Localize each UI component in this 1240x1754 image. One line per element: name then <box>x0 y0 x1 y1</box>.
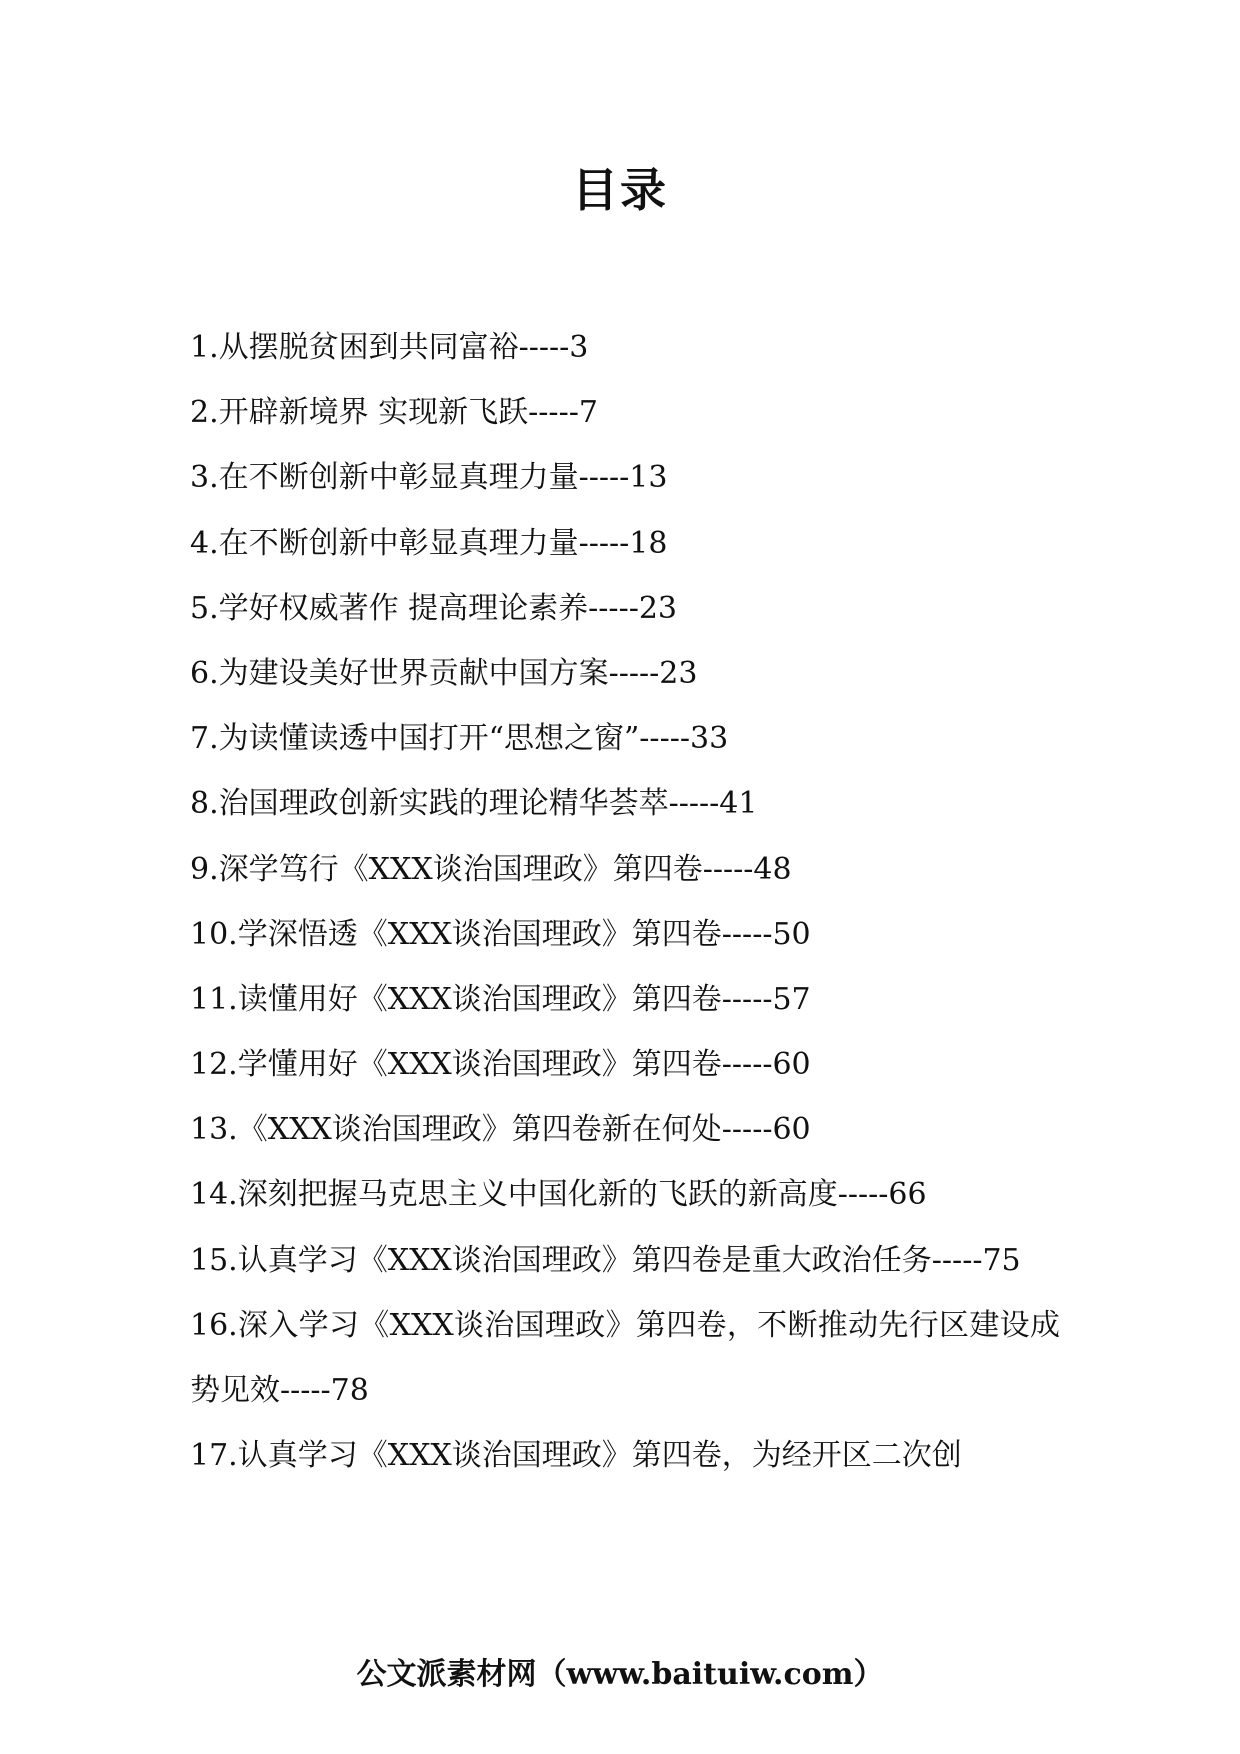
toc-entry-15[interactable]: 15.认真学习《XXX谈治国理政》第四卷是重大政治任务-----75 <box>190 1242 1021 1278</box>
toc-entry-7[interactable]: 7.为读懂读透中国打开“思想之窗”-----33 <box>190 721 729 757</box>
toc-entry-14[interactable]: 14.深刻把握马克思主义中国化新的飞跃的新高度-----66 <box>190 1177 927 1213</box>
footer-watermark: 公文派素材网（www.baituiw.com） <box>356 1657 884 1692</box>
toc-entry-4[interactable]: 4.在不断创新中彰显真理力量-----18 <box>190 525 668 561</box>
table-of-contents <box>190 315 1060 1488</box>
toc-entry-16[interactable]: 16.深入学习《XXX谈治国理政》第四卷，不断推动先行区建设成势见效-----78 <box>190 1307 1060 1409</box>
toc-entry-3[interactable]: 3.在不断创新中彰显真理力量-----13 <box>190 460 668 496</box>
page-title: 目录 <box>572 163 668 217</box>
toc-entry-11[interactable]: 11.读懂用好《XXX谈治国理政》第四卷-----57 <box>190 981 811 1017</box>
toc-entry-13[interactable]: 13.《XXX谈治国理政》第四卷新在何处-----60 <box>190 1112 811 1148</box>
toc-entry-6[interactable]: 6.为建设美好世界贡献中国方案-----23 <box>190 655 698 691</box>
toc-entry-1[interactable]: 1.从摆脱贫困到共同富裕-----3 <box>190 330 589 365</box>
toc-entry-8[interactable]: 8.治国理政创新实践的理论精华荟萃-----41 <box>190 786 758 822</box>
toc-entry-5[interactable]: 5.学好权威著作 提高理论素养-----23 <box>190 590 678 626</box>
toc-entry-9[interactable]: 9.深学笃行《XXX谈治国理政》第四卷-----48 <box>190 851 792 887</box>
toc-entry-12[interactable]: 12.学懂用好《XXX谈治国理政》第四卷-----60 <box>190 1047 811 1083</box>
toc-entry-17[interactable]: 17.认真学习《XXX谈治国理政》第四卷，为经开区二次创 <box>190 1438 962 1474</box>
toc-entry-2[interactable]: 2.开辟新境界 实现新飞跃-----7 <box>190 395 598 431</box>
toc-entry-10[interactable]: 10.学深悟透《XXX谈治国理政》第四卷-----50 <box>190 916 811 952</box>
